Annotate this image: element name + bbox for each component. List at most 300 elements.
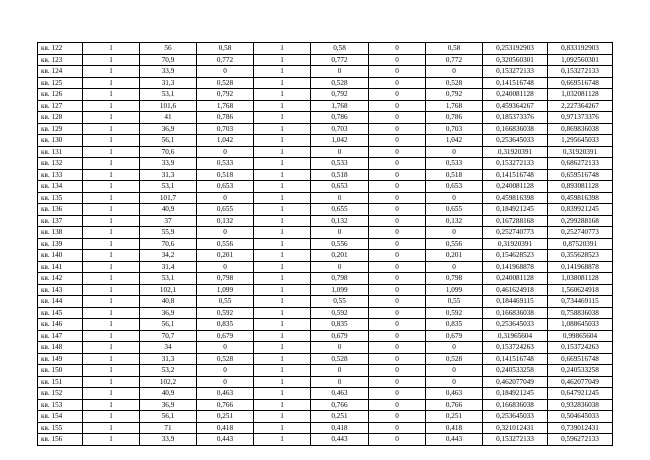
table-cell: 0	[197, 227, 254, 239]
table-cell: 0,31920391	[483, 146, 548, 158]
table-cell: 53,1	[140, 89, 197, 101]
table-row	[38, 365, 613, 377]
table-cell: 0	[426, 376, 483, 388]
table-cell: 0,835	[426, 319, 483, 331]
table-cell: 0	[369, 112, 426, 124]
table-cell: 1	[254, 342, 311, 354]
table-cell: 0,166836038	[483, 123, 548, 135]
table-cell: 0	[369, 238, 426, 250]
apartment-label-cell: кв. 152	[38, 388, 83, 400]
table-cell: 0,55	[311, 296, 369, 308]
table-cell: 0,167288168	[483, 215, 548, 227]
table-cell: 0	[369, 43, 426, 55]
table-cell: 102,2	[140, 376, 197, 388]
table-cell: 31,3	[140, 353, 197, 365]
table-cell: 0	[426, 146, 483, 158]
table-cell: 0	[197, 342, 254, 354]
table-cell: 1	[83, 319, 140, 331]
table-cell: 0,459364267	[483, 100, 548, 112]
apartment-data-table	[37, 42, 613, 446]
table-cell: 0	[311, 342, 369, 354]
table-cell: 0	[369, 365, 426, 377]
table-row	[38, 273, 613, 285]
apartment-label-cell: кв. 149	[38, 353, 83, 365]
table-cell: 1	[83, 112, 140, 124]
table-cell: 0	[369, 135, 426, 147]
table-cell: 0,320560301	[483, 54, 548, 66]
table-cell: 0,839921245	[548, 204, 613, 216]
table-cell: 33,9	[140, 434, 197, 446]
table-cell: 1	[83, 123, 140, 135]
table-cell: 0,153272133	[548, 66, 613, 78]
table-cell: 1	[83, 181, 140, 193]
table-cell: 1,092560301	[548, 54, 613, 66]
table-cell: 0,556	[197, 238, 254, 250]
table-cell: 1,042	[426, 135, 483, 147]
table-cell: 1	[254, 250, 311, 262]
table-cell: 0,132	[311, 215, 369, 227]
table-cell: 1	[254, 158, 311, 170]
table-cell: 1	[83, 434, 140, 446]
table-cell: 0,299288168	[548, 215, 613, 227]
table-cell: 0,518	[426, 169, 483, 181]
table-cell: 40,8	[140, 296, 197, 308]
table-cell: 0,592	[311, 307, 369, 319]
table-row	[38, 388, 613, 400]
apartment-label-cell: кв. 150	[38, 365, 83, 377]
table-cell: 0	[197, 146, 254, 158]
apartment-label-cell: кв. 134	[38, 181, 83, 193]
table-cell: 0,252740773	[483, 227, 548, 239]
table-cell: 1	[254, 422, 311, 434]
table-cell: 1	[83, 227, 140, 239]
table-cell: 1	[254, 227, 311, 239]
table-cell: 1,768	[311, 100, 369, 112]
table-cell: 0,792	[426, 89, 483, 101]
table-row	[38, 238, 613, 250]
table-cell: 0	[369, 307, 426, 319]
table-cell: 0,31920391	[548, 146, 613, 158]
table-cell: 55,9	[140, 227, 197, 239]
table-cell: 0	[369, 342, 426, 354]
table-cell: 0,184921245	[483, 204, 548, 216]
table-cell: 0,58	[311, 43, 369, 55]
table-cell: 0,893081128	[548, 181, 613, 193]
table-cell: 1	[254, 238, 311, 250]
table-cell: 33,9	[140, 66, 197, 78]
table-cell: 0	[369, 330, 426, 342]
table-cell: 0,462077049	[548, 376, 613, 388]
table-cell: 0,518	[311, 169, 369, 181]
table-cell: 56	[140, 43, 197, 55]
document-page	[37, 42, 613, 446]
table-cell: 0,153272133	[483, 434, 548, 446]
table-cell: 0,251	[197, 411, 254, 423]
table-cell: 0,459816398	[483, 192, 548, 204]
table-cell: 0	[369, 146, 426, 158]
table-cell: 70,6	[140, 146, 197, 158]
table-cell: 0	[369, 376, 426, 388]
table-cell: 0,153272133	[483, 66, 548, 78]
table-cell: 1	[254, 89, 311, 101]
table-cell: 0,443	[426, 434, 483, 446]
apartment-label-cell: кв. 131	[38, 146, 83, 158]
table-cell: 0	[369, 261, 426, 273]
table-cell: 1	[83, 376, 140, 388]
apartment-label-cell: кв. 138	[38, 227, 83, 239]
table-cell: 1	[83, 365, 140, 377]
table-cell: 0,463	[197, 388, 254, 400]
apartment-label-cell: кв. 133	[38, 169, 83, 181]
table-cell: 0	[369, 353, 426, 365]
table-cell: 0,132	[426, 215, 483, 227]
table-cell: 1	[254, 330, 311, 342]
table-cell: 0,786	[311, 112, 369, 124]
table-cell: 1	[83, 250, 140, 262]
table-cell: 0,766	[311, 399, 369, 411]
table-cell: 1	[83, 135, 140, 147]
table-cell: 1,038081128	[548, 273, 613, 285]
table-cell: 0	[369, 66, 426, 78]
table-cell: 0,592	[197, 307, 254, 319]
table-cell: 0,835	[311, 319, 369, 331]
table-cell: 0	[369, 319, 426, 331]
table-cell: 1,042	[197, 135, 254, 147]
table-cell: 1	[254, 215, 311, 227]
table-cell: 0,786	[426, 112, 483, 124]
table-cell: 0	[369, 411, 426, 423]
table-cell: 1	[83, 238, 140, 250]
table-cell: 0,679	[426, 330, 483, 342]
table-cell: 1	[254, 376, 311, 388]
table-cell: 0,772	[426, 54, 483, 66]
table-cell: 0	[311, 365, 369, 377]
table-cell: 53,1	[140, 273, 197, 285]
table-cell: 1	[254, 434, 311, 446]
table-cell: 0,655	[197, 204, 254, 216]
table-cell: 31,3	[140, 77, 197, 89]
table-row	[38, 77, 613, 89]
table-cell: 0	[311, 66, 369, 78]
table-cell: 1,560624918	[548, 284, 613, 296]
table-cell: 0	[369, 192, 426, 204]
table-cell: 70,9	[140, 54, 197, 66]
table-row	[38, 112, 613, 124]
table-row	[38, 376, 613, 388]
table-row	[38, 100, 613, 112]
table-cell: 0,518	[197, 169, 254, 181]
table-cell: 0,141516748	[483, 353, 548, 365]
table-cell: 34,2	[140, 250, 197, 262]
table-cell: 1	[83, 330, 140, 342]
table-row	[38, 181, 613, 193]
table-cell: 0,659516748	[548, 169, 613, 181]
table-cell: 0	[369, 100, 426, 112]
table-cell: 0	[197, 365, 254, 377]
table-cell: 56,1	[140, 411, 197, 423]
table-cell: 0,240081128	[483, 89, 548, 101]
table-cell: 1	[254, 411, 311, 423]
table-cell: 0	[311, 192, 369, 204]
table-cell: 1	[83, 388, 140, 400]
apartment-label-cell: кв. 144	[38, 296, 83, 308]
table-cell: 0	[311, 227, 369, 239]
table-cell: 0,166836038	[483, 399, 548, 411]
table-cell: 0	[311, 146, 369, 158]
table-cell: 0,321012431	[483, 422, 548, 434]
table-cell: 1	[83, 307, 140, 319]
table-cell: 0,669516748	[548, 77, 613, 89]
table-cell: 1	[83, 158, 140, 170]
table-cell: 1	[83, 215, 140, 227]
table-row	[38, 89, 613, 101]
apartment-label-cell: кв. 140	[38, 250, 83, 262]
table-cell: 0,655	[311, 204, 369, 216]
table-cell: 1	[254, 284, 311, 296]
table-cell: 0,141516748	[483, 77, 548, 89]
table-cell: 1	[83, 411, 140, 423]
table-cell: 37	[140, 215, 197, 227]
table-cell: 0,592	[426, 307, 483, 319]
table-cell: 1	[254, 204, 311, 216]
table-cell: 0,798	[426, 273, 483, 285]
table-row	[38, 54, 613, 66]
table-cell: 1	[254, 54, 311, 66]
table-cell: 0,653	[197, 181, 254, 193]
table-cell: 2,227364267	[548, 100, 613, 112]
apartment-label-cell: кв. 146	[38, 319, 83, 331]
table-cell: 0,798	[197, 273, 254, 285]
apartment-label-cell: кв. 129	[38, 123, 83, 135]
table-cell: 0	[369, 89, 426, 101]
table-cell: 0,798	[311, 273, 369, 285]
table-cell: 0,166836038	[483, 307, 548, 319]
table-cell: 1	[254, 169, 311, 181]
table-cell: 36,9	[140, 307, 197, 319]
table-row	[38, 66, 613, 78]
apartment-label-cell: кв. 137	[38, 215, 83, 227]
table-cell: 1	[83, 77, 140, 89]
table-cell: 0,533	[311, 158, 369, 170]
table-cell: 1	[83, 273, 140, 285]
table-row	[38, 296, 613, 308]
table-cell: 0,772	[197, 54, 254, 66]
table-cell: 0,443	[197, 434, 254, 446]
table-cell: 0,185373376	[483, 112, 548, 124]
table-cell: 0	[426, 342, 483, 354]
apartment-label-cell: кв. 148	[38, 342, 83, 354]
table-cell: 34	[140, 342, 197, 354]
table-cell: 1	[254, 43, 311, 55]
table-cell: 0,653	[426, 181, 483, 193]
table-cell: 1	[254, 307, 311, 319]
table-cell: 0,418	[197, 422, 254, 434]
table-cell: 101,6	[140, 100, 197, 112]
table-cell: 0	[369, 399, 426, 411]
table-cell: 0,240081128	[483, 181, 548, 193]
table-cell: 1,099	[197, 284, 254, 296]
table-cell: 0,240533258	[548, 365, 613, 377]
table-cell: 1	[83, 89, 140, 101]
table-cell: 0,154628523	[483, 250, 548, 262]
table-cell: 0,58	[426, 43, 483, 55]
table-row	[38, 204, 613, 216]
table-cell: 1	[254, 123, 311, 135]
table-cell: 0,869836038	[548, 123, 613, 135]
table-cell: 0,201	[311, 250, 369, 262]
table-cell: 0,201	[197, 250, 254, 262]
table-cell: 0	[426, 192, 483, 204]
table-cell: 0	[197, 376, 254, 388]
table-cell: 41	[140, 112, 197, 124]
table-cell: 0,201	[426, 250, 483, 262]
table-cell: 0,141968878	[548, 261, 613, 273]
table-cell: 0,686272133	[548, 158, 613, 170]
table-row	[38, 135, 613, 147]
table-cell: 0,528	[197, 353, 254, 365]
table-cell: 0,556	[426, 238, 483, 250]
table-cell: 1	[83, 192, 140, 204]
table-cell: 0,252740773	[548, 227, 613, 239]
table-cell: 0	[369, 296, 426, 308]
table-cell: 0,58	[197, 43, 254, 55]
table-cell: 1,295645033	[548, 135, 613, 147]
table-cell: 1	[254, 77, 311, 89]
table-cell: 0,528	[311, 77, 369, 89]
table-cell: 0	[311, 376, 369, 388]
table-cell: 56,1	[140, 135, 197, 147]
table-cell: 0,463	[311, 388, 369, 400]
table-row	[38, 399, 613, 411]
table-cell: 1	[83, 261, 140, 273]
table-cell: 0,772	[311, 54, 369, 66]
table-cell: 71	[140, 422, 197, 434]
table-cell: 36,9	[140, 399, 197, 411]
table-cell: 0,184469115	[483, 296, 548, 308]
table-cell: 0,240533258	[483, 365, 548, 377]
table-cell: 0	[369, 181, 426, 193]
table-cell: 1	[254, 388, 311, 400]
table-cell: 0,153272133	[483, 158, 548, 170]
table-cell: 0	[369, 215, 426, 227]
table-cell: 0,556	[311, 238, 369, 250]
table-cell: 0,669516748	[548, 353, 613, 365]
table-cell: 53,1	[140, 181, 197, 193]
table-cell: 0,443	[311, 434, 369, 446]
table-row	[38, 215, 613, 227]
table-row	[38, 284, 613, 296]
table-row	[38, 123, 613, 135]
apartment-label-cell: кв. 135	[38, 192, 83, 204]
table-cell: 0,462077049	[483, 376, 548, 388]
table-cell: 0	[197, 66, 254, 78]
table-cell: 0,647921245	[548, 388, 613, 400]
table-cell: 40,9	[140, 388, 197, 400]
apartment-label-cell: кв. 147	[38, 330, 83, 342]
table-cell: 0,758836038	[548, 307, 613, 319]
table-row	[38, 342, 613, 354]
table-cell: 0,463	[426, 388, 483, 400]
table-row	[38, 192, 613, 204]
table-cell: 1	[254, 365, 311, 377]
table-cell: 1	[254, 296, 311, 308]
table-cell: 0	[369, 227, 426, 239]
table-cell: 0,528	[311, 353, 369, 365]
table-cell: 1,768	[197, 100, 254, 112]
table-cell: 70,7	[140, 330, 197, 342]
table-cell: 0,251	[426, 411, 483, 423]
table-cell: 0,653	[311, 181, 369, 193]
table-cell: 0,418	[426, 422, 483, 434]
table-cell: 1,768	[426, 100, 483, 112]
apartment-label-cell: кв. 130	[38, 135, 83, 147]
table-cell: 1	[254, 66, 311, 78]
table-cell: 0,786	[197, 112, 254, 124]
apartment-label-cell: кв. 128	[38, 112, 83, 124]
table-cell: 0,766	[197, 399, 254, 411]
table-cell: 1	[83, 353, 140, 365]
table-cell: 0,31920391	[483, 238, 548, 250]
table-row	[38, 43, 613, 55]
table-cell: 0	[369, 54, 426, 66]
apartment-label-cell: кв. 141	[38, 261, 83, 273]
apartment-label-cell: кв. 143	[38, 284, 83, 296]
table-cell: 0	[369, 158, 426, 170]
table-row	[38, 158, 613, 170]
table-cell: 0,739012431	[548, 422, 613, 434]
table-cell: 0,253192903	[483, 43, 548, 55]
table-cell: 0	[369, 204, 426, 216]
table-cell: 0,461624918	[483, 284, 548, 296]
apartment-label-cell: кв. 156	[38, 434, 83, 446]
apartment-label-cell: кв. 122	[38, 43, 83, 55]
table-cell: 1	[254, 112, 311, 124]
table-cell: 1	[83, 66, 140, 78]
table-cell: 0	[369, 284, 426, 296]
table-row	[38, 319, 613, 331]
table-cell: 1	[83, 422, 140, 434]
apartment-label-cell: кв. 151	[38, 376, 83, 388]
table-cell: 0,734469115	[548, 296, 613, 308]
table-cell: 1	[254, 319, 311, 331]
table-row	[38, 353, 613, 365]
table-cell: 0,533	[426, 158, 483, 170]
table-cell: 0,99865604	[548, 330, 613, 342]
apartment-label-cell: кв. 145	[38, 307, 83, 319]
table-cell: 0,932836038	[548, 399, 613, 411]
apartment-label-cell: кв. 142	[38, 273, 83, 285]
table-cell: 1,099	[311, 284, 369, 296]
table-cell: 101,7	[140, 192, 197, 204]
table-cell: 0,31965604	[483, 330, 548, 342]
table-cell: 0	[369, 434, 426, 446]
table-cell: 0,833192903	[548, 43, 613, 55]
table-cell: 0,141516748	[483, 169, 548, 181]
table-cell: 0	[311, 261, 369, 273]
table-cell: 0,528	[426, 353, 483, 365]
table-cell: 1,042	[311, 135, 369, 147]
table-row	[38, 146, 613, 158]
table-cell: 0,153724263	[483, 342, 548, 354]
table-cell: 1,032081128	[548, 89, 613, 101]
table-cell: 0,703	[311, 123, 369, 135]
table-row	[38, 330, 613, 342]
table-cell: 0,504645033	[548, 411, 613, 423]
table-cell: 0	[369, 77, 426, 89]
apartment-label-cell: кв. 124	[38, 66, 83, 78]
table-cell: 1	[254, 353, 311, 365]
table-cell: 0	[369, 273, 426, 285]
